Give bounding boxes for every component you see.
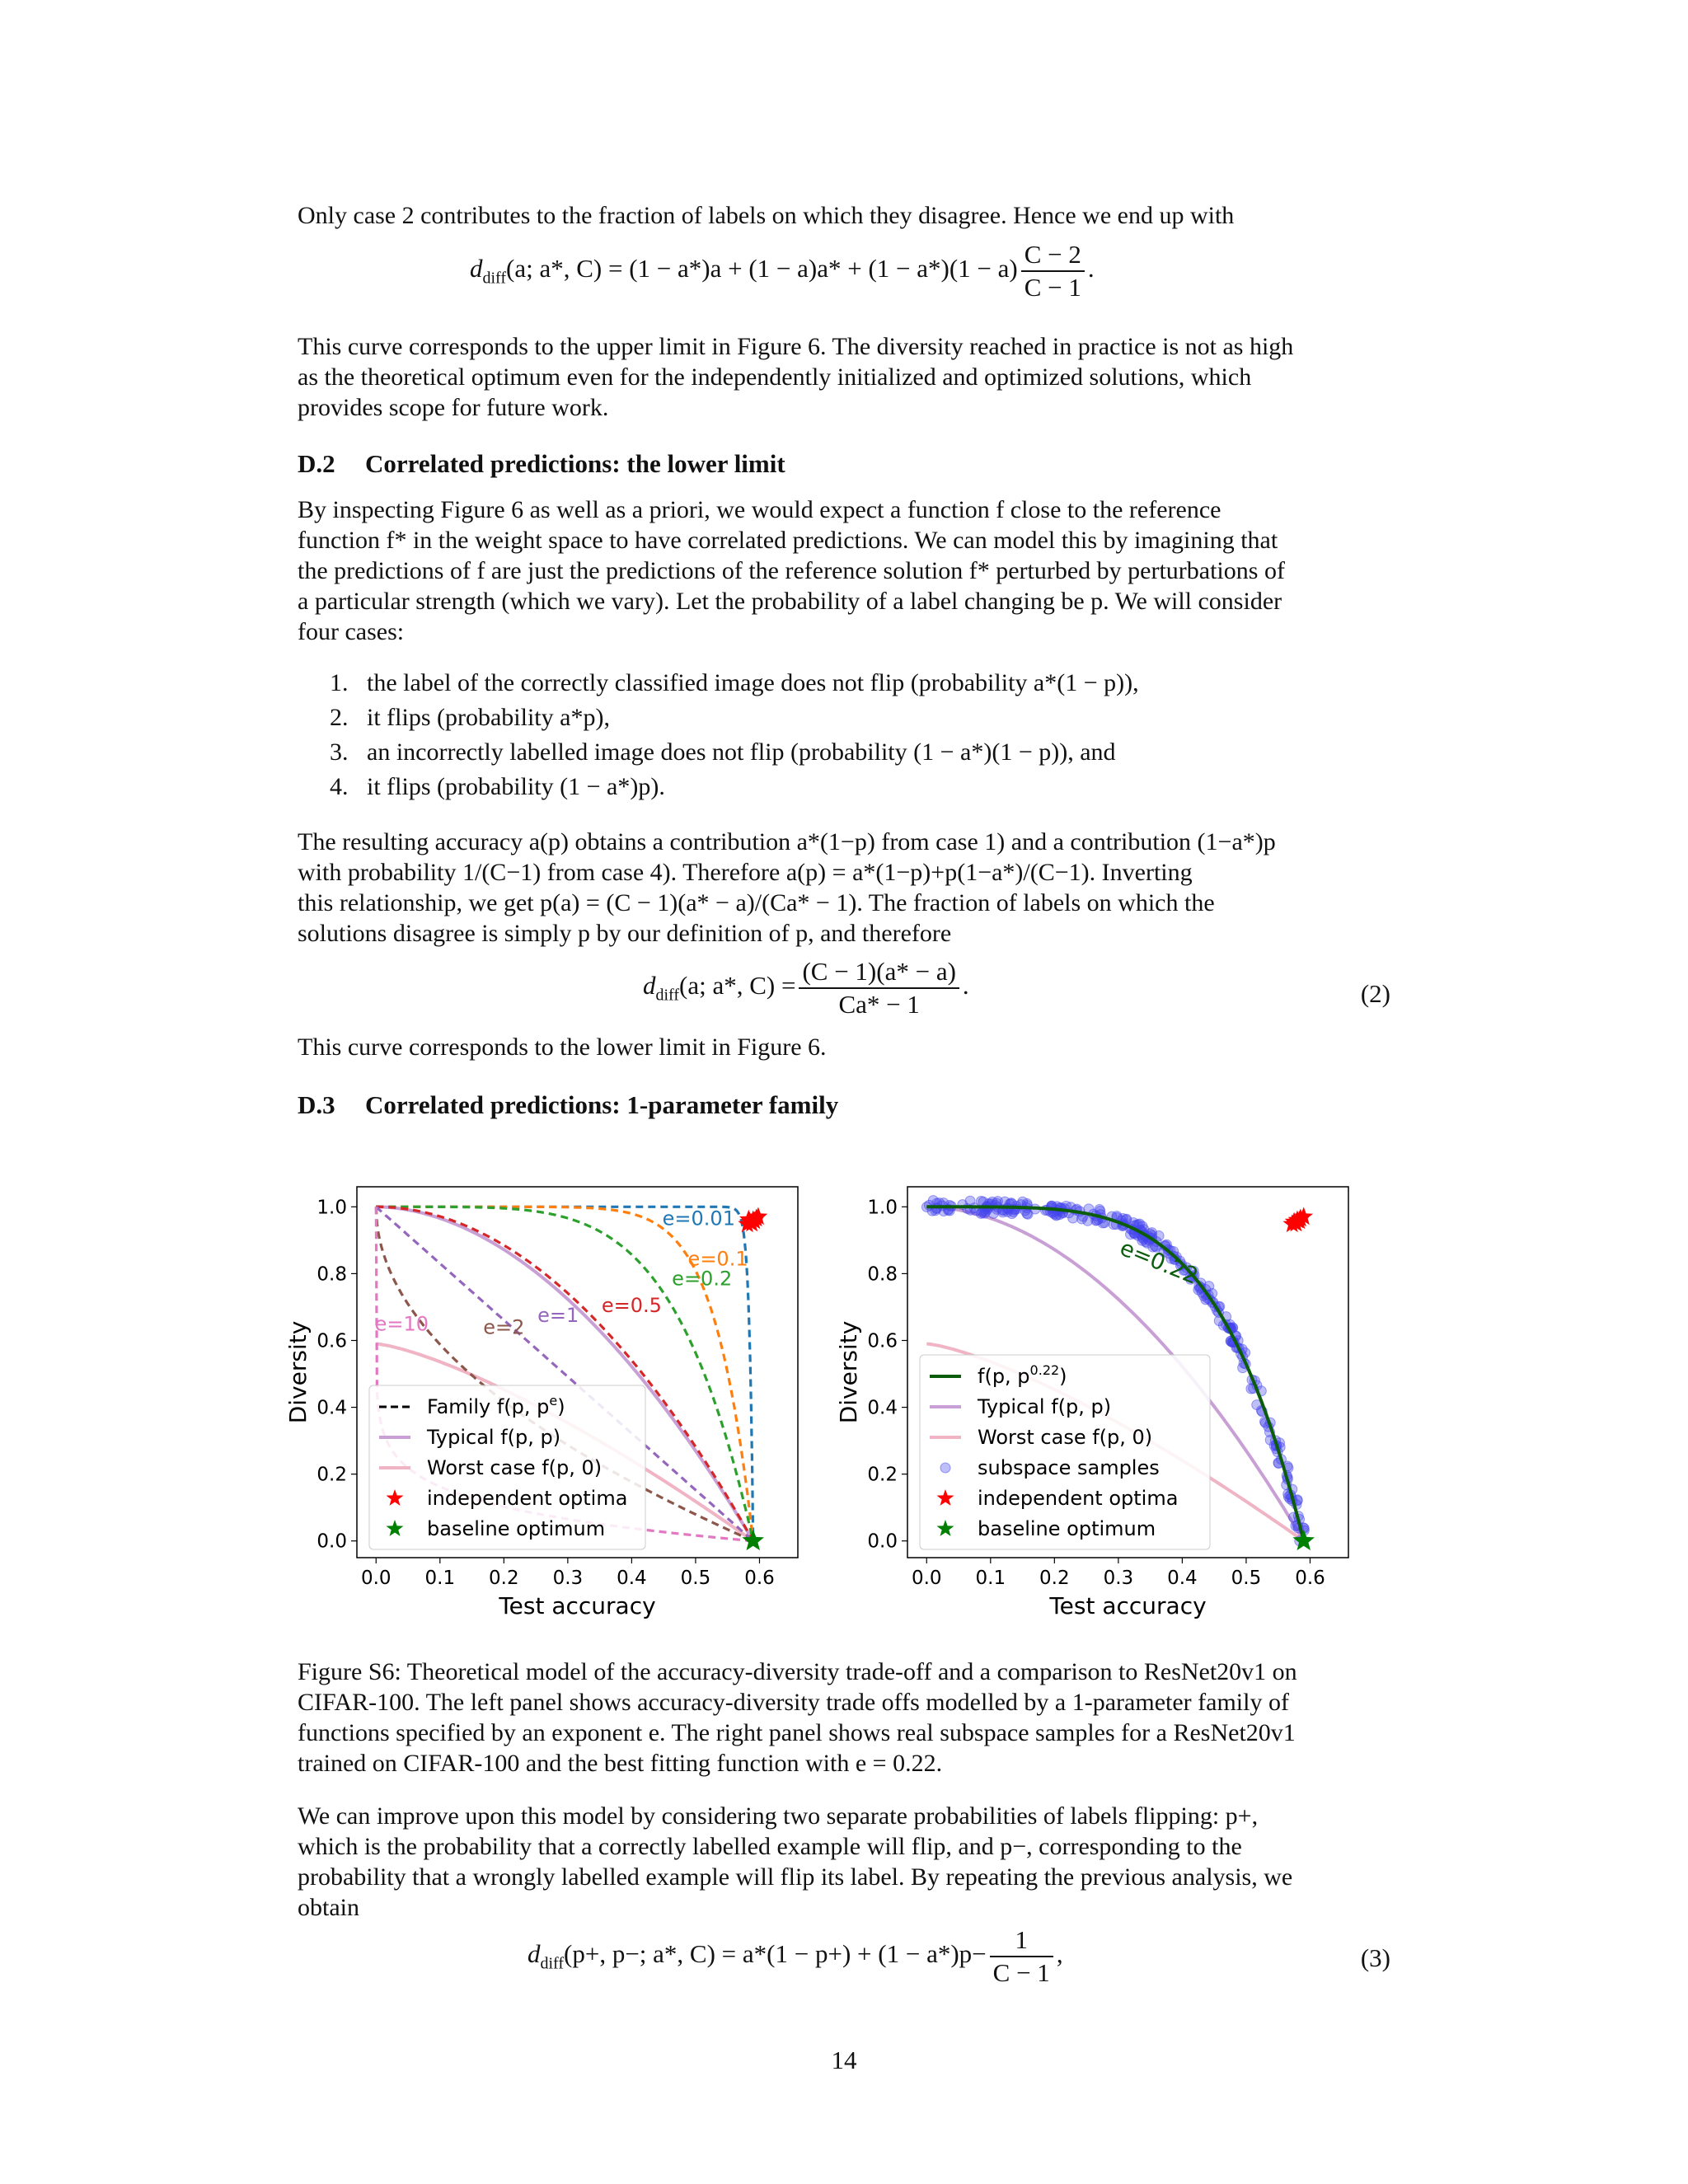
y-tick-label: 0.8 <box>867 1263 898 1286</box>
equation-lower-limit <box>643 956 969 1020</box>
figure-caption <box>298 1657 1390 1779</box>
legend-label: baseline optimum <box>427 1517 606 1540</box>
legend-label: f(p, $p^{0.22}$) <box>978 1362 1067 1388</box>
eq-body: (a; a*, C) = <box>679 971 796 1001</box>
eq-symbol: d <box>470 254 483 284</box>
eq-punct: . <box>962 971 969 1001</box>
x-tick-label: 0.6 <box>1295 1568 1325 1589</box>
text-line: This curve corresponds to the lower limit in Figure 6. <box>298 1033 827 1061</box>
eq-denominator: C − 1 <box>1024 273 1081 302</box>
eq-punct: . <box>1087 254 1095 284</box>
section-title: Correlated predictions: 1-parameter family <box>365 1090 839 1119</box>
curve-label: e=0.1 <box>687 1247 748 1271</box>
legend-label: subspace samples <box>978 1456 1160 1479</box>
x-tick-label: 0.0 <box>360 1568 392 1589</box>
paragraph-two-probabilities <box>298 1801 1390 1923</box>
eq-numerator: 1 <box>990 1924 1053 1957</box>
equation-number: (2) <box>1360 979 1390 1008</box>
eq-punct: , <box>1056 1939 1063 1969</box>
list-item <box>330 701 1139 735</box>
paragraph-accuracy <box>298 827 1390 949</box>
text-line: This curve corresponds to the upper limit in Figure 6. The diversity reached in practice is not as high <box>298 333 1294 360</box>
text-line: We can improve upon this model by considering two separate probabilities of labels flipping: p+, <box>298 1802 1259 1830</box>
case-list <box>330 666 1139 804</box>
list-text: it flips (probability a*p), <box>367 704 610 731</box>
text-line: solutions disagree is simply p by our definition of p, and therefore <box>298 920 952 947</box>
eq-denominator: Ca* − 1 <box>838 990 920 1019</box>
chart-family <box>280 1146 841 1632</box>
eq-subscript: diff <box>540 1954 565 1973</box>
x-tick-label: 0.0 <box>911 1568 942 1589</box>
list-item <box>330 770 1139 804</box>
y-axis-label: Diversity <box>284 1320 312 1424</box>
legend-swatch <box>940 1463 950 1473</box>
section-title: Correlated predictions: the lower limit <box>365 449 785 478</box>
text-line: as the theoretical optimum even for the independently initialized and optimized solutions, which <box>298 363 1252 391</box>
legend-label: baseline optimum <box>978 1517 1156 1540</box>
x-tick-label: 0.4 <box>617 1568 647 1589</box>
subspace-sample <box>992 1197 1002 1207</box>
paragraph-upper-limit <box>298 331 1390 423</box>
y-tick-label: 0.4 <box>867 1397 898 1419</box>
text-line: By inspecting Figure 6 as well as a priori, we would expect a function f close to the reference <box>298 496 1221 523</box>
x-tick-label: 0.5 <box>680 1568 711 1589</box>
legend-label: independent optima <box>978 1487 1179 1510</box>
eq-numerator: C − 2 <box>1021 239 1085 272</box>
list-number: 4. <box>330 773 349 800</box>
text-line: Figure S6: Theoretical model of the accuracy-diversity trade-off and a comparison to ResNet20v1 on <box>298 1658 1297 1685</box>
text-line: four cases: <box>298 618 405 645</box>
y-tick-label: 1.0 <box>316 1197 347 1219</box>
legend-label: Typical f(p, p) <box>978 1395 1112 1418</box>
y-tick-label: 0.2 <box>316 1464 347 1486</box>
eq-body: (p+, p−; a*, C) = a*(1 − p+) + (1 − a*)p− <box>564 1939 987 1969</box>
list-number: 2. <box>330 704 349 731</box>
list-item <box>330 666 1139 701</box>
text-line: CIFAR-100. The left panel shows accuracy-diversity trade offs modelled by a 1-parameter family of <box>298 1689 1289 1716</box>
paragraph-lower-conclusion <box>298 1032 1390 1062</box>
subspace-sample <box>1154 1231 1164 1241</box>
legend-close: ) <box>1059 1365 1067 1388</box>
eq-subscript: diff <box>482 269 507 288</box>
paragraph-lower-limit <box>298 494 1390 647</box>
x-tick-label: 0.3 <box>1103 1568 1134 1589</box>
legend-close: ) <box>557 1395 565 1418</box>
list-text: it flips (probability (1 − a*)p). <box>367 773 665 800</box>
y-axis-label: Diversity <box>835 1320 862 1424</box>
text-line: this relationship, we get p(a) = (C − 1)(a* − a)/(Ca* − 1). The fraction of labels on which the <box>298 889 1215 916</box>
eq-symbol: d <box>528 1939 541 1969</box>
eq-numerator: (C − 1)(a* − a) <box>799 956 959 989</box>
x-tick-label: 0.3 <box>552 1568 584 1589</box>
section-number: D.3 <box>298 1090 335 1119</box>
x-tick-label: 0.4 <box>1167 1568 1198 1589</box>
section-heading-d2 <box>298 449 785 479</box>
x-tick-label: 0.2 <box>1039 1568 1070 1589</box>
curve-label: e=0.2 <box>672 1267 733 1291</box>
section-number: D.2 <box>298 449 335 478</box>
paragraph-intro <box>298 200 1390 231</box>
subspace-sample <box>988 1208 998 1218</box>
y-tick-label: 0.6 <box>867 1330 898 1352</box>
text-line: which is the probability that a correctly labelled example will flip, and p−, corresponding to the <box>298 1833 1242 1860</box>
list-item <box>330 735 1139 770</box>
equation-number: (3) <box>1360 1943 1390 1972</box>
text-line: the predictions of f are just the predictions of the reference solution f* perturbed by perturbations of <box>298 557 1285 584</box>
text-line: probability that a wrongly labelled example will flip its label. By repeating the previous analysis, we <box>298 1863 1293 1891</box>
eq-fraction <box>990 1924 1053 1989</box>
curve-label: e=10 <box>374 1312 429 1336</box>
legend-label: Worst case f(p, 0) <box>978 1426 1153 1449</box>
x-tick-label: 0.5 <box>1231 1568 1262 1589</box>
curve-label: e=1 <box>537 1304 579 1328</box>
chart-subspace <box>831 1146 1391 1632</box>
x-tick-label: 0.1 <box>975 1568 1006 1589</box>
eq-symbol: d <box>643 971 656 1001</box>
text-line: trained on CIFAR-100 and the best fitting function with e = 0.22. <box>298 1750 943 1777</box>
text-line: obtain <box>298 1894 359 1921</box>
x-tick-label: 0.6 <box>744 1568 775 1589</box>
text-line: function f* in the weight space to have correlated predictions. We can model this by imagining that <box>298 527 1278 554</box>
eq-body: (a; a*, C) = (1 − a*)a + (1 − a)a* + (1 − a*)(1 − a) <box>506 254 1018 284</box>
fit-label: e=0.22 <box>1116 1235 1202 1290</box>
y-tick-label: 0.6 <box>316 1330 347 1352</box>
eq-subscript: diff <box>655 986 680 1005</box>
x-tick-label: 0.1 <box>424 1568 456 1589</box>
legend-label: Family f(p, $p^e$) <box>427 1393 565 1418</box>
list-text: the label of the correctly classified image does not flip (probability a*(1 − p)), <box>367 669 1139 696</box>
x-axis-label: Test accuracy <box>499 1592 656 1619</box>
equation-two-probabilities <box>528 1924 1063 1989</box>
text-line: provides scope for future work. <box>298 394 609 421</box>
legend-label: Worst case f(p, 0) <box>427 1456 603 1479</box>
eq-fraction <box>799 956 959 1020</box>
x-tick-label: 0.2 <box>489 1568 519 1589</box>
curve-label: e=0.5 <box>601 1294 662 1318</box>
curve-label: e=0.01 <box>662 1207 735 1230</box>
section-heading-d3 <box>298 1090 838 1120</box>
legend-label: independent optima <box>427 1487 628 1510</box>
legend-sup: 0.22 <box>1029 1362 1060 1378</box>
text-line: with probability 1/(C−1) from case 4). Therefore a(p) = a*(1−p)+p(1−a*)/(C−1). Inverting <box>298 859 1193 886</box>
plot-area-right <box>835 1187 1348 1619</box>
equation-upper-limit <box>470 239 1095 303</box>
list-number: 1. <box>330 669 349 696</box>
y-tick-label: 1.0 <box>867 1197 898 1219</box>
y-tick-label: 0.0 <box>867 1530 898 1553</box>
eq-fraction <box>1021 239 1085 303</box>
legend-label: Typical f(p, p) <box>427 1426 561 1449</box>
legend-sup: e <box>549 1393 558 1408</box>
eq-denominator: C − 1 <box>992 1958 1050 1987</box>
y-tick-label: 0.0 <box>316 1530 347 1553</box>
x-axis-label: Test accuracy <box>1049 1592 1207 1619</box>
list-text: an incorrectly labelled image does not flip (probability (1 − a*)(1 − p)), and <box>367 738 1116 766</box>
page-number: 14 <box>831 2046 857 2074</box>
plot-area-left <box>284 1187 798 1619</box>
text-line: The resulting accuracy a(p) obtains a contribution a*(1−p) from case 1) and a contribution (1−a*)p <box>298 828 1276 855</box>
text-line: functions specified by an exponent e. The right panel shows real subspace samples for a ResNet20v1 <box>298 1719 1296 1746</box>
curve-label: e=2 <box>483 1315 525 1339</box>
text-line: Only case 2 contributes to the fraction of labels on which they disagree. Hence we end up with <box>298 202 1235 229</box>
y-tick-label: 0.4 <box>316 1397 347 1419</box>
list-number: 3. <box>330 738 349 766</box>
y-tick-label: 0.2 <box>867 1464 898 1486</box>
text-line: a particular strength (which we vary). Let the probability of a label changing be p. We will consider <box>298 588 1282 615</box>
y-tick-label: 0.8 <box>316 1263 347 1286</box>
